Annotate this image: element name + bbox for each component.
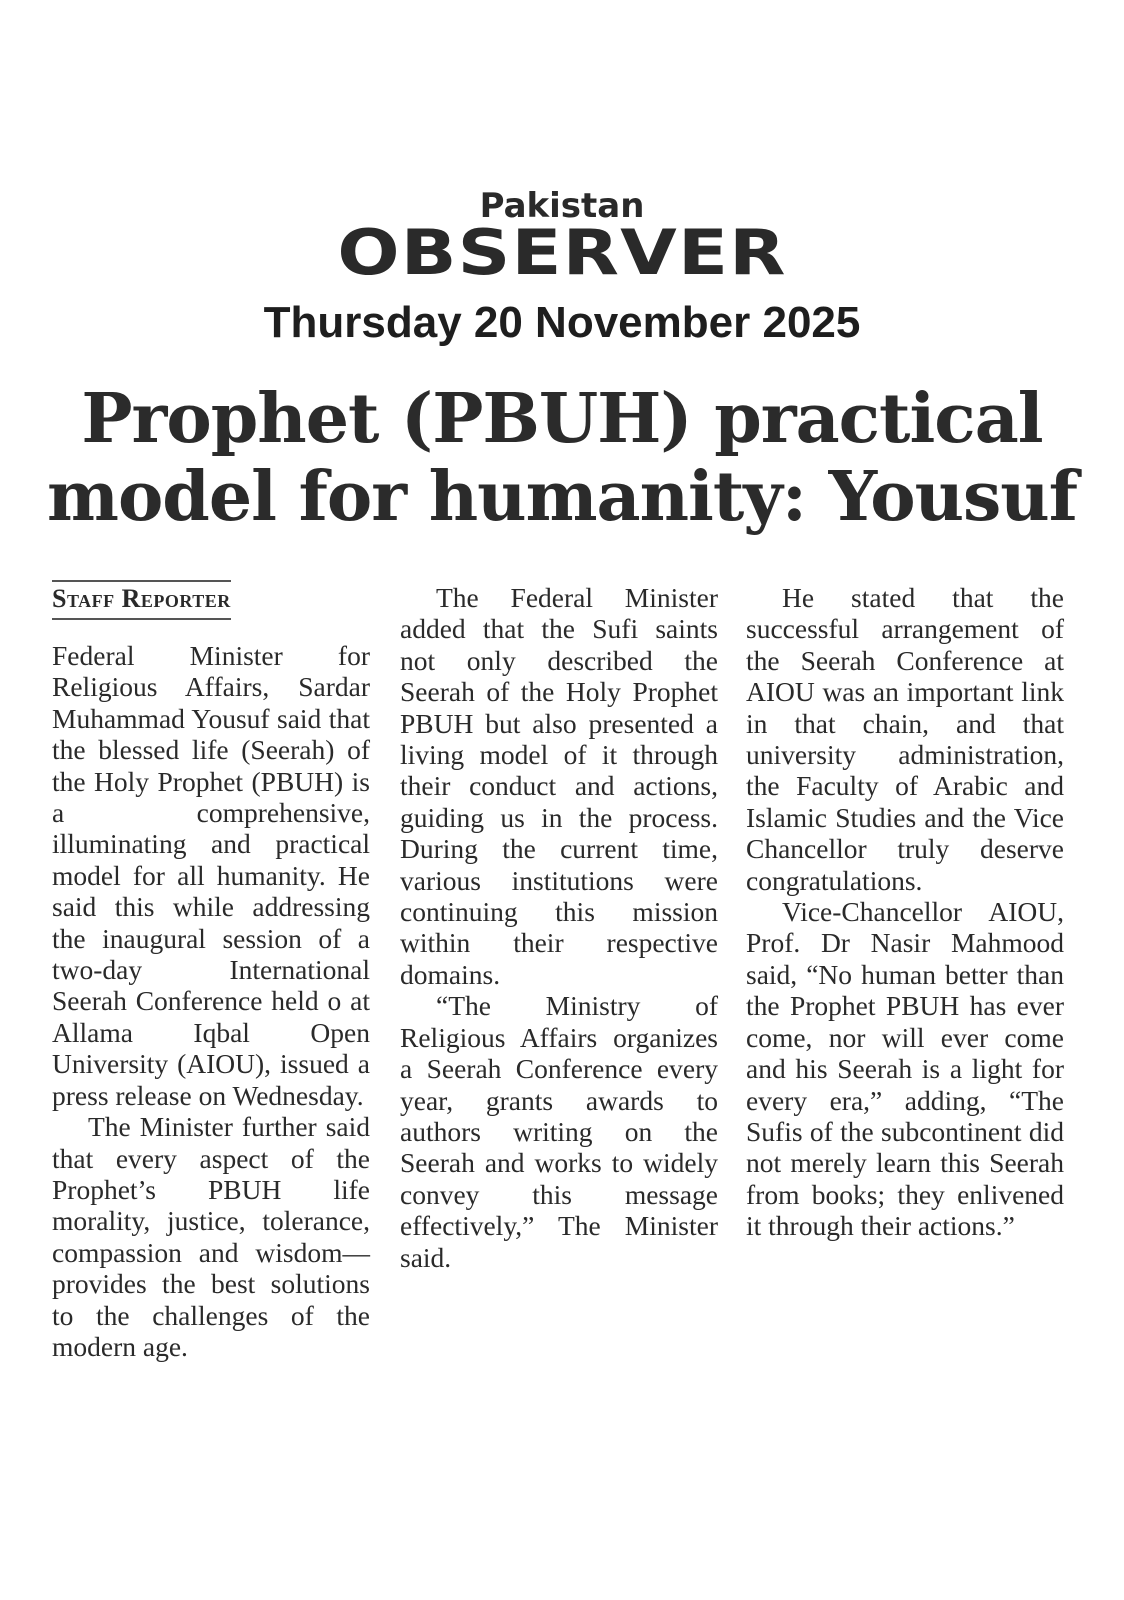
paragraph-1: Federal Minister for Religious Affairs, Sardar Muhammad Yousuf said that the blessed life (Seerah) of the Holy Prophet (PBUH) is a comprehensive, illuminating and practical model for all humanity. He said this while addressing the inaugural session of a two-day International Seerah Conference held o at Allama Iqbal Open University (AIOU), issued a press release on Wednesday.: [52, 640, 370, 1111]
paragraph-6: Vice-Chancellor AIOU, Prof. Dr Nasir Mahmood said, “No human better than the Prophet PBUH has ever come, nor will ever come and his Seerah is a light for every era,” adding, “The Sufis of the subcontinent did not merely learn this Seerah from books; they enlivened it through their actions.”: [746, 896, 1064, 1242]
paragraph-2-start: [52, 1111, 370, 1362]
byline: Staff Reporter: [52, 580, 231, 620]
paragraph-4: “The Ministry of Religious Affairs organizes a Seerah Conference every year, grants awards to authors writing on the Seerah and works to widely convey this message effectively,” The Minister said.: [400, 990, 718, 1273]
article-column-1: [52, 582, 370, 1362]
headline-line-1: Prophet (PBUH) practical: [81, 379, 1043, 459]
masthead-observer: OBSERVER: [337, 216, 787, 289]
paragraph-5: He stated that the successful arrangement of the Seerah Conference at AIOU was an important link in that chain, and that university administration, the Faculty of Arabic and Islamic Studies and the Vice Chancellor truly deserve congratulations.: [746, 582, 1064, 896]
article-column-3: [746, 582, 1064, 1242]
masthead-pakistan: Pakistan: [479, 186, 645, 226]
newspaper-masthead: [0, 186, 1124, 289]
article-headline: [40, 380, 1084, 536]
publication-date: Thursday 20 November 2025: [263, 298, 861, 347]
headline-line-2: model for humanity: Yousuf: [47, 457, 1077, 537]
paragraph-2: The Minister further said that every aspect of the Prophet’s PBUH life morality, justice, tolerance, compassion and wisdom—provides the best solutions to the challenges of the modern age.: [52, 1111, 370, 1362]
article-column-2: [400, 582, 718, 1273]
paragraph-3: The Federal Minister added that the Sufi saints not only described the Seerah of the Holy Prophet PBUH but also presented a living model of it through their conduct and actions, guiding us in the process. During the current time, various institutions were continuing this mission within their respective domains.: [400, 582, 718, 990]
